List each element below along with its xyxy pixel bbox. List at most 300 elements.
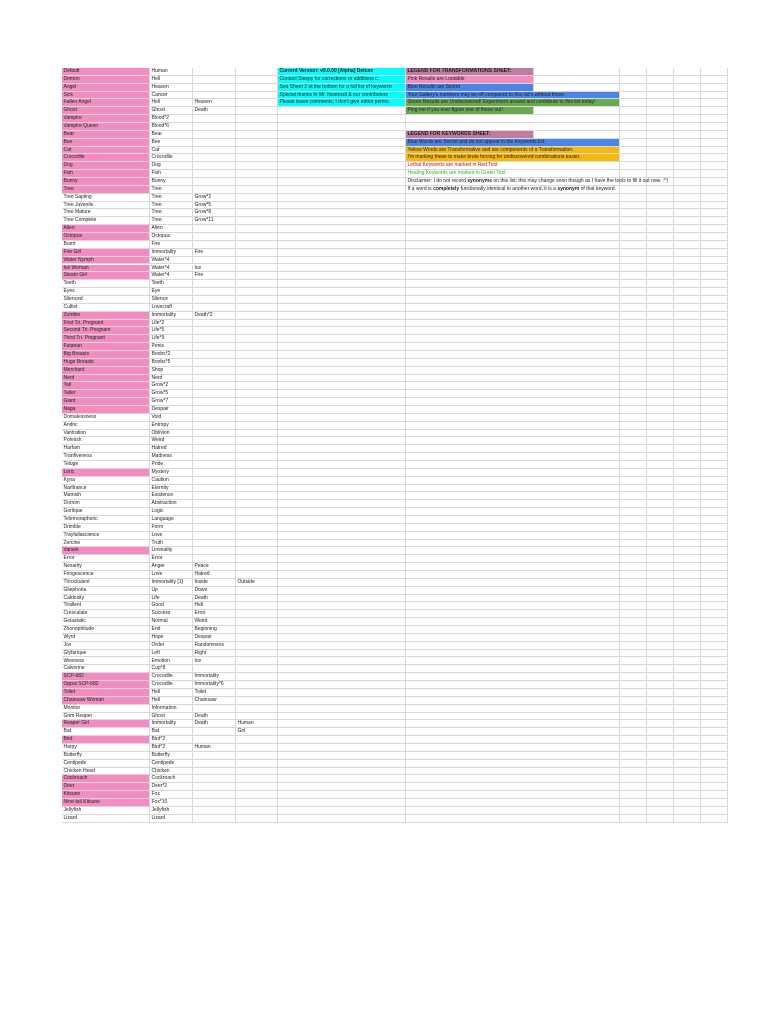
keyword-cell[interactable] — [193, 775, 236, 783]
empty-cell[interactable] — [406, 618, 620, 626]
empty-cell[interactable] — [620, 312, 647, 320]
keyword-cell[interactable]: Grow*2 — [193, 194, 236, 202]
empty-cell[interactable] — [701, 461, 728, 469]
empty-cell[interactable] — [701, 642, 728, 650]
transformation-name-cell[interactable]: Zhonophitude — [62, 626, 150, 634]
transformation-name-cell[interactable]: Harfam — [62, 445, 150, 453]
empty-cell[interactable] — [647, 705, 674, 713]
empty-cell[interactable] — [278, 186, 406, 194]
keyword-cell[interactable] — [193, 477, 236, 485]
transformation-name-cell[interactable]: Deer — [62, 783, 150, 791]
empty-cell[interactable] — [647, 437, 674, 445]
empty-cell[interactable] — [701, 202, 728, 210]
empty-cell[interactable] — [620, 257, 647, 265]
keyword-cell[interactable]: Alien — [150, 225, 193, 233]
empty-cell[interactable] — [674, 406, 701, 414]
transformation-name-cell[interactable]: Centipede — [62, 760, 150, 768]
legend-kw-yellow2-cell[interactable]: I'm marking these to make brute forcing for undiscovered combinations easier. — [406, 154, 620, 162]
keyword-cell[interactable] — [236, 485, 278, 493]
empty-cell[interactable] — [406, 343, 620, 351]
transformation-name-cell[interactable]: First Tri. Pregnant — [62, 320, 150, 328]
empty-cell[interactable] — [701, 610, 728, 618]
keyword-cell[interactable] — [193, 547, 236, 555]
keyword-cell[interactable] — [193, 437, 236, 445]
empty-cell[interactable] — [674, 382, 701, 390]
empty-cell[interactable] — [278, 406, 406, 414]
empty-cell[interactable] — [647, 516, 674, 524]
empty-cell[interactable] — [620, 634, 647, 642]
empty-cell[interactable] — [647, 469, 674, 477]
empty-cell[interactable] — [701, 665, 728, 673]
keyword-cell[interactable]: Fire — [193, 272, 236, 280]
empty-cell[interactable] — [647, 68, 674, 76]
transformation-name-cell[interactable]: Crescalate — [62, 610, 150, 618]
keyword-cell[interactable]: Death — [193, 720, 236, 728]
empty-cell[interactable] — [701, 390, 728, 398]
empty-cell[interactable] — [647, 775, 674, 783]
empty-cell[interactable] — [674, 469, 701, 477]
transformation-name-cell[interactable]: Monitor — [62, 705, 150, 713]
empty-cell[interactable] — [701, 595, 728, 603]
transformation-name-cell[interactable]: Kitsune — [62, 791, 150, 799]
keyword-cell[interactable] — [236, 147, 278, 155]
empty-cell[interactable] — [701, 288, 728, 296]
keyword-cell[interactable]: Weird — [193, 618, 236, 626]
empty-cell[interactable] — [278, 752, 406, 760]
empty-cell[interactable] — [620, 99, 647, 107]
empty-cell[interactable] — [701, 618, 728, 626]
empty-cell[interactable] — [406, 390, 620, 398]
empty-cell[interactable] — [674, 642, 701, 650]
empty-cell[interactable] — [674, 697, 701, 705]
transformation-name-cell[interactable]: Eyes — [62, 288, 150, 296]
empty-cell[interactable] — [674, 209, 701, 217]
empty-cell[interactable] — [674, 713, 701, 721]
empty-cell[interactable] — [620, 697, 647, 705]
empty-cell[interactable] — [647, 697, 674, 705]
empty-cell[interactable] — [701, 123, 728, 131]
empty-cell[interactable] — [278, 320, 406, 328]
empty-cell[interactable] — [647, 272, 674, 280]
empty-cell[interactable] — [674, 390, 701, 398]
keyword-cell[interactable]: Lovecraft — [150, 304, 193, 312]
keyword-cell[interactable] — [193, 68, 236, 76]
keyword-cell[interactable]: Crocodile — [150, 681, 193, 689]
transformation-name-cell[interactable]: Cockroach — [62, 775, 150, 783]
empty-cell[interactable] — [406, 744, 620, 752]
empty-cell[interactable] — [620, 320, 647, 328]
empty-cell[interactable] — [406, 634, 620, 642]
keyword-cell[interactable]: Teeth — [150, 280, 193, 288]
empty-cell[interactable] — [278, 532, 406, 540]
legend-keywords-title[interactable]: LEGEND FOR KEYWORDS SHEET: — [406, 131, 534, 139]
keyword-cell[interactable]: Immortality — [150, 312, 193, 320]
empty-cell[interactable] — [620, 327, 647, 335]
keyword-cell[interactable] — [236, 398, 278, 406]
empty-cell[interactable] — [701, 99, 728, 107]
empty-cell[interactable] — [278, 327, 406, 335]
keyword-cell[interactable] — [193, 492, 236, 500]
sheet2-cell[interactable]: See Sheet 2 at the bottom for a full list of keywords — [278, 84, 406, 92]
empty-cell[interactable] — [674, 595, 701, 603]
empty-cell[interactable] — [620, 445, 647, 453]
keyword-cell[interactable] — [193, 485, 236, 493]
keyword-cell[interactable]: Chicken — [150, 768, 193, 776]
empty-cell[interactable] — [620, 799, 647, 807]
empty-cell[interactable] — [701, 602, 728, 610]
empty-cell[interactable] — [701, 500, 728, 508]
empty-cell[interactable] — [647, 547, 674, 555]
empty-cell[interactable] — [406, 335, 620, 343]
empty-cell[interactable] — [406, 775, 620, 783]
empty-cell[interactable] — [674, 477, 701, 485]
empty-cell[interactable] — [278, 280, 406, 288]
empty-cell[interactable] — [620, 162, 647, 170]
empty-cell[interactable] — [620, 288, 647, 296]
keyword-cell[interactable] — [236, 186, 278, 194]
keyword-cell[interactable]: Blood*2 — [150, 115, 193, 123]
empty-cell[interactable] — [674, 68, 701, 76]
empty-cell[interactable] — [701, 162, 728, 170]
empty-cell[interactable] — [674, 634, 701, 642]
empty-cell[interactable] — [674, 807, 701, 815]
empty-cell[interactable] — [674, 618, 701, 626]
keyword-cell[interactable] — [236, 547, 278, 555]
keyword-cell[interactable] — [193, 705, 236, 713]
empty-cell[interactable] — [701, 327, 728, 335]
empty-cell[interactable] — [620, 76, 647, 84]
transformation-name-cell[interactable]: Bat — [62, 728, 150, 736]
keyword-cell[interactable] — [236, 437, 278, 445]
empty-cell[interactable] — [701, 304, 728, 312]
keyword-cell[interactable] — [236, 414, 278, 422]
empty-cell[interactable] — [406, 626, 620, 634]
keyword-cell[interactable] — [236, 516, 278, 524]
empty-cell[interactable] — [701, 115, 728, 123]
empty-cell[interactable] — [674, 398, 701, 406]
empty-cell[interactable] — [674, 233, 701, 241]
empty-cell[interactable] — [701, 532, 728, 540]
empty-cell[interactable] — [701, 217, 728, 225]
empty-cell[interactable] — [674, 115, 701, 123]
empty-cell[interactable] — [674, 107, 701, 115]
empty-cell[interactable] — [620, 359, 647, 367]
empty-cell[interactable] — [701, 335, 728, 343]
legend-kw-healing-cell[interactable]: Healing Keywords are marked in Green Text — [406, 170, 620, 178]
empty-cell[interactable] — [406, 382, 620, 390]
empty-cell[interactable] — [620, 768, 647, 776]
keyword-cell[interactable]: Peace — [193, 563, 236, 571]
empty-cell[interactable] — [674, 131, 701, 139]
empty-cell[interactable] — [674, 658, 701, 666]
empty-cell[interactable] — [647, 359, 674, 367]
keyword-cell[interactable]: Left — [150, 650, 193, 658]
empty-cell[interactable] — [647, 249, 674, 257]
empty-cell[interactable] — [620, 233, 647, 241]
current-version-cell[interactable]: Current Version: v0.0.00 [Alpha] Deluxe — [278, 68, 406, 76]
empty-cell[interactable] — [620, 422, 647, 430]
keyword-cell[interactable]: Toilet — [193, 689, 236, 697]
empty-cell[interactable] — [701, 414, 728, 422]
empty-cell[interactable] — [620, 209, 647, 217]
empty-cell[interactable] — [620, 131, 647, 139]
transformation-name-cell[interactable]: Tree Mature — [62, 209, 150, 217]
transformation-name-cell[interactable]: Tree Sapling — [62, 194, 150, 202]
empty-cell[interactable] — [674, 162, 701, 170]
keyword-cell[interactable] — [193, 351, 236, 359]
empty-cell[interactable] — [701, 367, 728, 375]
empty-cell[interactable] — [647, 728, 674, 736]
transformation-name-cell[interactable]: Tranfiveness — [62, 453, 150, 461]
empty-cell[interactable] — [620, 296, 647, 304]
keyword-cell[interactable] — [236, 445, 278, 453]
transformation-name-cell[interactable]: Naga — [62, 406, 150, 414]
keyword-cell[interactable] — [236, 406, 278, 414]
empty-cell[interactable] — [278, 414, 406, 422]
keyword-cell[interactable] — [193, 430, 236, 438]
keyword-cell[interactable] — [236, 453, 278, 461]
empty-cell[interactable] — [647, 327, 674, 335]
keyword-cell[interactable]: Liminality — [150, 547, 193, 555]
keyword-cell[interactable] — [236, 312, 278, 320]
empty-cell[interactable] — [406, 532, 620, 540]
transformation-name-cell[interactable]: Sick — [62, 92, 150, 100]
transformation-name-cell[interactable]: Cultist — [62, 304, 150, 312]
keyword-cell[interactable] — [236, 99, 278, 107]
keyword-cell[interactable]: Mystery — [150, 469, 193, 477]
empty-cell[interactable] — [647, 217, 674, 225]
empty-cell[interactable] — [278, 815, 406, 823]
empty-cell[interactable] — [278, 335, 406, 343]
keyword-cell[interactable]: Cancer — [150, 92, 193, 100]
keyword-cell[interactable]: Tree — [150, 194, 193, 202]
empty-cell[interactable] — [406, 437, 620, 445]
empty-cell[interactable] — [278, 430, 406, 438]
legend-kw-yellow1-cell[interactable]: Yellow Words are Transformative and are components of a Transformation. — [406, 147, 620, 155]
empty-cell[interactable] — [674, 430, 701, 438]
keyword-cell[interactable] — [193, 257, 236, 265]
empty-cell[interactable] — [701, 233, 728, 241]
empty-cell[interactable] — [620, 752, 647, 760]
empty-cell[interactable] — [620, 555, 647, 563]
empty-cell[interactable] — [674, 249, 701, 257]
keyword-cell[interactable] — [236, 241, 278, 249]
empty-cell[interactable] — [278, 728, 406, 736]
keyword-cell[interactable]: Human — [236, 720, 278, 728]
keyword-cell[interactable] — [236, 760, 278, 768]
keyword-cell[interactable]: Down — [193, 587, 236, 595]
empty-cell[interactable] — [674, 571, 701, 579]
keyword-cell[interactable] — [236, 783, 278, 791]
empty-cell[interactable] — [701, 359, 728, 367]
keyword-cell[interactable] — [236, 791, 278, 799]
empty-cell[interactable] — [701, 705, 728, 713]
empty-cell[interactable] — [647, 815, 674, 823]
empty-cell[interactable] — [278, 775, 406, 783]
transformation-name-cell[interactable]: Glyfarique — [62, 650, 150, 658]
keyword-cell[interactable] — [193, 225, 236, 233]
keyword-cell[interactable] — [236, 327, 278, 335]
empty-cell[interactable] — [620, 626, 647, 634]
empty-cell[interactable] — [701, 697, 728, 705]
keyword-cell[interactable]: Hatred — [193, 571, 236, 579]
legend-gallery-cell[interactable]: Your Gallery's numbers may be off compared to this list's without these. — [406, 92, 620, 100]
keyword-cell[interactable]: Hell — [193, 602, 236, 610]
empty-cell[interactable] — [647, 367, 674, 375]
empty-cell[interactable] — [620, 335, 647, 343]
empty-cell[interactable] — [406, 807, 620, 815]
keyword-cell[interactable] — [236, 249, 278, 257]
keyword-cell[interactable] — [236, 68, 278, 76]
keyword-cell[interactable]: Right — [193, 650, 236, 658]
empty-cell[interactable] — [647, 406, 674, 414]
empty-cell[interactable] — [278, 807, 406, 815]
empty-cell[interactable] — [620, 265, 647, 273]
keyword-cell[interactable] — [193, 335, 236, 343]
transformation-name-cell[interactable]: Fire Girl — [62, 249, 150, 257]
keyword-cell[interactable]: Immortality*6 — [193, 681, 236, 689]
empty-cell[interactable] — [278, 343, 406, 351]
transformation-name-cell[interactable]: Taller — [62, 390, 150, 398]
empty-cell[interactable] — [278, 107, 406, 115]
empty-cell[interactable] — [674, 272, 701, 280]
empty-cell[interactable] — [647, 162, 674, 170]
empty-cell[interactable] — [278, 563, 406, 571]
empty-cell[interactable] — [406, 209, 620, 217]
keyword-cell[interactable] — [193, 665, 236, 673]
empty-cell[interactable] — [406, 547, 620, 555]
keyword-cell[interactable]: Fox — [150, 791, 193, 799]
empty-cell[interactable] — [674, 257, 701, 265]
empty-cell[interactable] — [701, 752, 728, 760]
keyword-cell[interactable] — [236, 807, 278, 815]
empty-cell[interactable] — [701, 312, 728, 320]
keyword-cell[interactable] — [236, 343, 278, 351]
empty-cell[interactable] — [674, 665, 701, 673]
empty-cell[interactable] — [278, 799, 406, 807]
transformation-name-cell[interactable]: Octopus — [62, 233, 150, 241]
empty-cell[interactable] — [701, 555, 728, 563]
empty-cell[interactable] — [647, 194, 674, 202]
keyword-cell[interactable]: Human — [193, 744, 236, 752]
empty-cell[interactable] — [674, 744, 701, 752]
empty-cell[interactable] — [620, 343, 647, 351]
keyword-cell[interactable]: Love — [150, 532, 193, 540]
empty-cell[interactable] — [701, 516, 728, 524]
keyword-cell[interactable]: Death*2 — [193, 312, 236, 320]
keyword-cell[interactable] — [236, 602, 278, 610]
transformation-name-cell[interactable]: Vampire — [62, 115, 150, 123]
empty-cell[interactable] — [647, 579, 674, 587]
keyword-cell[interactable] — [236, 477, 278, 485]
empty-cell[interactable] — [278, 681, 406, 689]
empty-cell[interactable] — [278, 626, 406, 634]
empty-cell[interactable] — [674, 217, 701, 225]
keyword-cell[interactable] — [236, 697, 278, 705]
empty-cell[interactable] — [620, 84, 647, 92]
empty-cell[interactable] — [647, 595, 674, 603]
empty-cell[interactable] — [278, 233, 406, 241]
empty-cell[interactable] — [278, 139, 406, 147]
empty-cell[interactable] — [278, 154, 406, 162]
keyword-cell[interactable] — [193, 532, 236, 540]
transformation-name-cell[interactable]: Zercine — [62, 540, 150, 548]
keyword-cell[interactable] — [236, 618, 278, 626]
empty-cell[interactable] — [406, 500, 620, 508]
empty-cell[interactable] — [620, 461, 647, 469]
empty-cell[interactable] — [406, 768, 620, 776]
empty-cell[interactable] — [647, 312, 674, 320]
empty-cell[interactable] — [278, 131, 406, 139]
contact-cell[interactable]: Contact Sleepy for corrections or additions c: — [278, 76, 406, 84]
transformation-name-cell[interactable]: Loric — [62, 469, 150, 477]
transformation-name-cell[interactable]: Giant — [62, 398, 150, 406]
empty-cell[interactable] — [406, 760, 620, 768]
keyword-cell[interactable] — [236, 375, 278, 383]
empty-cell[interactable] — [701, 634, 728, 642]
empty-cell[interactable] — [674, 194, 701, 202]
empty-cell[interactable] — [647, 209, 674, 217]
keyword-cell[interactable] — [236, 650, 278, 658]
transformation-name-cell[interactable]: Chainsaw Woman — [62, 697, 150, 705]
keyword-cell[interactable] — [236, 123, 278, 131]
keyword-cell[interactable] — [236, 634, 278, 642]
empty-cell[interactable] — [674, 524, 701, 532]
empty-cell[interactable] — [278, 516, 406, 524]
keyword-cell[interactable] — [236, 296, 278, 304]
transformation-name-cell[interactable]: Bee — [62, 139, 150, 147]
empty-cell[interactable] — [620, 571, 647, 579]
keyword-cell[interactable]: Octopus — [150, 233, 193, 241]
empty-cell[interactable] — [620, 783, 647, 791]
empty-cell[interactable] — [701, 736, 728, 744]
keyword-cell[interactable] — [193, 280, 236, 288]
keyword-cell[interactable]: Blood*6 — [150, 123, 193, 131]
keyword-cell[interactable] — [236, 84, 278, 92]
empty-cell[interactable] — [674, 265, 701, 273]
empty-cell[interactable] — [674, 485, 701, 493]
empty-cell[interactable] — [647, 257, 674, 265]
empty-cell[interactable] — [701, 799, 728, 807]
empty-cell[interactable] — [406, 327, 620, 335]
empty-cell[interactable] — [674, 367, 701, 375]
keyword-cell[interactable]: Hatred — [150, 445, 193, 453]
empty-cell[interactable] — [647, 587, 674, 595]
empty-cell[interactable] — [620, 547, 647, 555]
keyword-cell[interactable] — [236, 335, 278, 343]
transformation-name-cell[interactable]: Nine-tail Kitsune — [62, 799, 150, 807]
keyword-cell[interactable]: Truth — [150, 540, 193, 548]
empty-cell[interactable] — [278, 241, 406, 249]
keyword-cell[interactable] — [193, 382, 236, 390]
empty-cell[interactable] — [674, 775, 701, 783]
empty-cell[interactable] — [278, 595, 406, 603]
transformation-name-cell[interactable]: Tree Complete — [62, 217, 150, 225]
empty-cell[interactable] — [406, 422, 620, 430]
keyword-cell[interactable] — [236, 233, 278, 241]
keyword-cell[interactable] — [193, 516, 236, 524]
transformation-name-cell[interactable]: Narltrance — [62, 485, 150, 493]
transformation-name-cell[interactable]: Bunny — [62, 178, 150, 186]
keyword-cell[interactable] — [193, 508, 236, 516]
keyword-cell[interactable]: Cat — [150, 147, 193, 155]
keyword-cell[interactable] — [236, 225, 278, 233]
keyword-cell[interactable] — [193, 367, 236, 375]
empty-cell[interactable] — [674, 296, 701, 304]
empty-cell[interactable] — [620, 713, 647, 721]
empty-cell[interactable] — [278, 225, 406, 233]
transformation-name-cell[interactable]: Dog — [62, 162, 150, 170]
